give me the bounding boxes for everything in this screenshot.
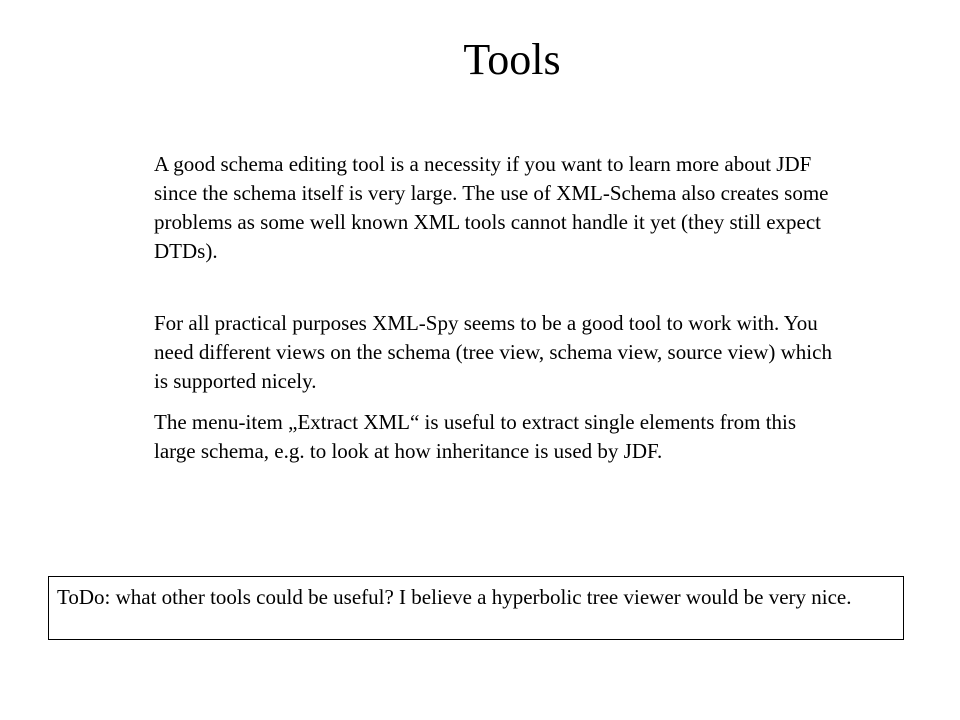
paragraph-schema-tool: A good schema editing tool is a necessity if you want to learn more about JDF since the schema itself is very large. The use of XML-Schema also creates some problems as some well known XML tools cannot handle it yet (they still expect DTDs). — [154, 152, 829, 263]
slide-body — [154, 150, 834, 466]
todo-note-box — [48, 576, 904, 640]
todo-note-text: ToDo: what other tools could be useful? I believe a hyperbolic tree viewer would be very nice. — [57, 585, 852, 609]
paragraph-extract-xml: The menu-item „Extract XML“ is useful to extract single elements from this large schema, e.g. to look at how inheritance is used by JDF. — [154, 410, 797, 463]
slide-title: Tools — [463, 35, 561, 84]
paragraph-xml-spy: For all practical purposes XML-Spy seems to be a good tool to work with. You need different views on the schema (tree view, schema view, source view) which is supported nicely. — [154, 311, 832, 393]
